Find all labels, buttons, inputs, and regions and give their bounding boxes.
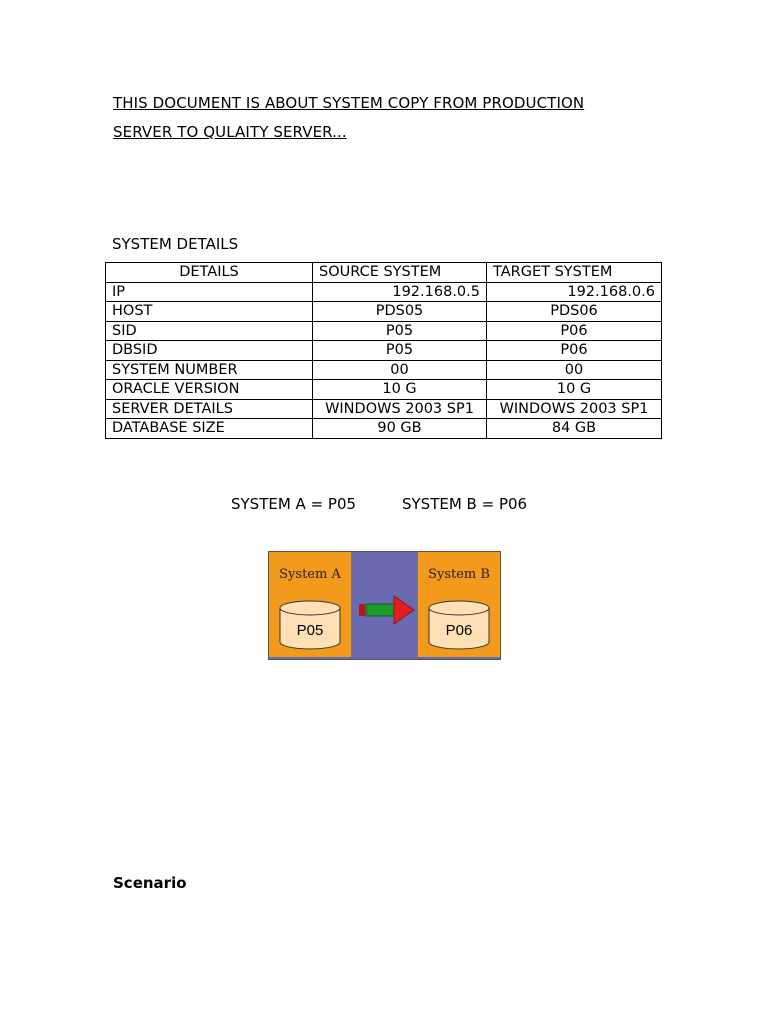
database-p06-label: P06 <box>445 622 473 639</box>
header-target-system: TARGET SYSTEM <box>487 263 662 283</box>
system-details-table <box>105 262 662 439</box>
row-label: DATABASE SIZE <box>106 419 313 439</box>
table-row <box>106 321 662 341</box>
source-value: 90 GB <box>313 419 487 439</box>
row-label: ORACLE VERSION <box>106 380 313 400</box>
target-value: 10 G <box>487 380 662 400</box>
target-value: 00 <box>487 360 662 380</box>
source-value: PDS05 <box>313 302 487 322</box>
row-label: IP <box>106 282 313 302</box>
source-value: 192.168.0.5 <box>313 282 487 302</box>
source-value: P05 <box>313 341 487 361</box>
target-value: PDS06 <box>487 302 662 322</box>
table-row <box>106 360 662 380</box>
target-value: 192.168.0.6 <box>487 282 662 302</box>
database-p06-icon <box>428 600 490 650</box>
system-a-label: System A <box>279 567 341 582</box>
row-label: SYSTEM NUMBER <box>106 360 313 380</box>
table-row <box>106 419 662 439</box>
table-row <box>106 282 662 302</box>
row-label: SID <box>106 321 313 341</box>
document-title-line-1: THIS DOCUMENT IS ABOUT SYSTEM COPY FROM PRODUCTION <box>113 94 585 112</box>
target-value: WINDOWS 2003 SP1 <box>487 399 662 419</box>
header-source-system: SOURCE SYSTEM <box>313 263 487 283</box>
system-details-heading: SYSTEM DETAILS <box>112 235 239 253</box>
source-value: 00 <box>313 360 487 380</box>
table-row <box>106 380 662 400</box>
database-p05-icon <box>279 600 341 650</box>
target-value: P06 <box>487 341 662 361</box>
header-details: DETAILS <box>106 263 313 283</box>
system-a-mapping: SYSTEM A = P05 <box>231 495 357 513</box>
system-b-box <box>417 552 500 657</box>
row-label: DBSID <box>106 341 313 361</box>
system-copy-diagram <box>268 551 501 660</box>
row-label: SERVER DETAILS <box>106 399 313 419</box>
table-header-row <box>106 263 662 283</box>
system-b-mapping: SYSTEM B = P06 <box>402 495 528 513</box>
target-value: 84 GB <box>487 419 662 439</box>
system-b-label: System B <box>428 567 490 582</box>
document-title-line-2: SERVER TO QULAITY SERVER... <box>113 123 347 141</box>
source-value: 10 G <box>313 380 487 400</box>
scenario-heading: Scenario <box>113 874 187 892</box>
system-a-box <box>269 552 352 657</box>
source-value: WINDOWS 2003 SP1 <box>313 399 487 419</box>
table-row <box>106 302 662 322</box>
copy-arrow-icon <box>359 595 415 625</box>
row-label: HOST <box>106 302 313 322</box>
source-value: P05 <box>313 321 487 341</box>
database-p05-label: P05 <box>296 622 324 639</box>
table-row <box>106 341 662 361</box>
target-value: P06 <box>487 321 662 341</box>
table-row <box>106 399 662 419</box>
